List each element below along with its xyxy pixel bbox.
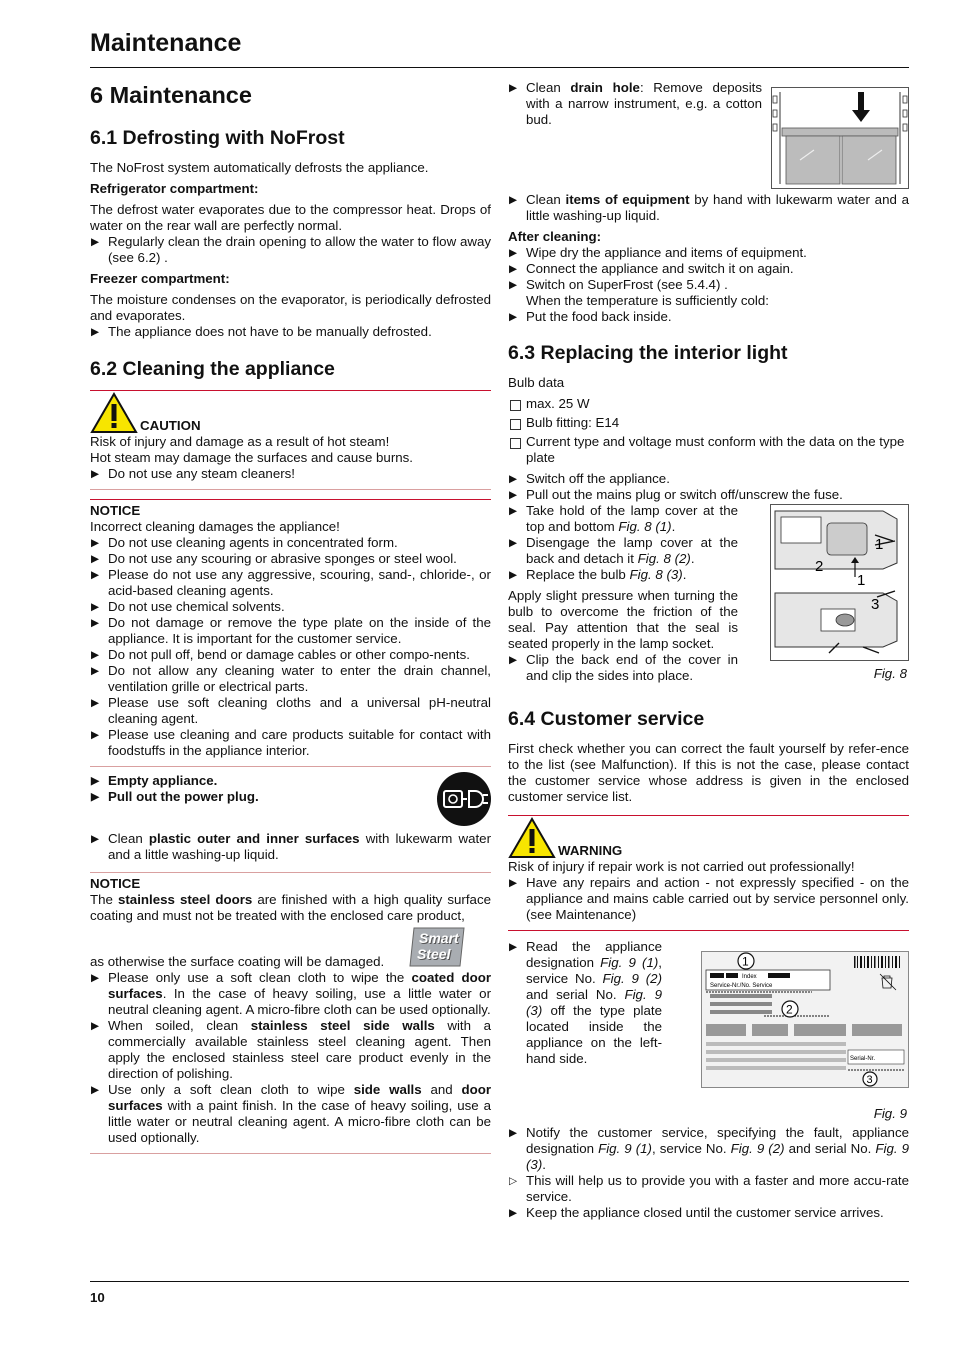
notice-bullet: ▶ Please use cleaning and care products suitable for contact with foodstuffs in the appliance interior. bbox=[90, 727, 491, 759]
b3-post: with a paint finish. In the case of heavy soiling, use a little water or neutral cleaning agent. A micro-fibre cloth can be used optionally. bbox=[108, 1098, 491, 1145]
result-note: ▷ This will help us to provide you with a faster and more accu-rate service. bbox=[508, 1173, 909, 1205]
switch-off-step: ▶ Switch off the appliance. bbox=[508, 471, 909, 487]
notice2-bottom-rule bbox=[90, 1153, 491, 1154]
fig8-caption: Fig. 8 bbox=[873, 666, 907, 681]
fig9-label: 2 bbox=[786, 1002, 793, 1017]
bulb-spec: Bulb fitting: E14 bbox=[508, 415, 909, 431]
fig8-label: 2 bbox=[815, 558, 824, 575]
disengage-step: ▶ Disengage the lamp cover at the back and detach it Fig. 8 (2). bbox=[508, 535, 738, 567]
clean-post: with lukewarm water and a little washing-up liquid. bbox=[108, 831, 492, 862]
warning-triangle-icon bbox=[90, 392, 138, 434]
section-6-2-title: 6.2 Cleaning the appliance bbox=[90, 358, 335, 380]
b1-post: . In the case of heavy soiling, use a little water or neutral cleaning agent. A micro-fibre cloth can be used optionally. bbox=[108, 986, 491, 1017]
read-designation-step bbox=[508, 939, 662, 1067]
fig9-label: 3 bbox=[866, 1074, 873, 1086]
read-d: off the type plate located inside the appliance on the left-hand side. bbox=[526, 1003, 662, 1066]
drain-post: : Remove deposits with a narrow instrument, e.g. a cotton bud. bbox=[526, 80, 763, 127]
footer-rule bbox=[90, 1281, 909, 1282]
coated-door-step bbox=[90, 970, 491, 1018]
clip-cover-step: ▶ Clip the back end of the cover in and clip the sides into place. bbox=[508, 652, 738, 684]
fig8-label: 1 bbox=[875, 536, 884, 553]
read-b: , service No. bbox=[526, 955, 662, 986]
clean-pre: Clean bbox=[108, 831, 149, 846]
page-number: 10 bbox=[90, 1290, 105, 1305]
caution-bullet: ▶ Do not use any steam cleaners! bbox=[90, 466, 491, 482]
smart-steel-logo bbox=[408, 926, 466, 968]
notice-bullet: ▶ Do not allow any cleaning water to enter the drain channel, ventilation grille or electrical parts. bbox=[90, 663, 491, 695]
items-bold: items of equipment bbox=[565, 192, 690, 207]
notify-d: . bbox=[542, 1157, 546, 1172]
keep-closed-step: ▶ Keep the appliance closed until the customer service arrives. bbox=[508, 1205, 909, 1221]
caution-bottom-rule bbox=[90, 489, 491, 490]
section-6-4-title: 6.4 Customer service bbox=[508, 708, 705, 730]
notice-bottom-rule bbox=[90, 766, 491, 767]
type-plate-figure bbox=[701, 951, 909, 1088]
running-header: Maintenance bbox=[90, 29, 242, 57]
b3-mid: and bbox=[421, 1082, 462, 1097]
b2-bold: stainless steel side walls bbox=[250, 1018, 435, 1033]
warning-bottom-rule bbox=[508, 930, 909, 931]
fridge-text: The defrost water evaporates due to the compressor heat. Drops of water on the rear wall are perfectly normal. bbox=[90, 202, 491, 233]
lamp-steps bbox=[508, 503, 738, 684]
plate-service: Service-Nr./No. Service bbox=[710, 983, 773, 989]
bulb-spec: Current type and voltage must conform with the data on the type plate bbox=[508, 434, 909, 466]
plate-index: Index bbox=[742, 974, 757, 980]
section-6-3-title: 6.3 Replacing the interior light bbox=[508, 342, 788, 364]
chapter-title: 6 Maintenance bbox=[90, 82, 252, 108]
notify-b: , service No. bbox=[651, 1141, 731, 1156]
after-step: ▶ Put the food back inside. bbox=[508, 309, 909, 325]
notice2-pre: The bbox=[90, 892, 118, 907]
notice-bullet: ▶ Do not use chemical solvents. bbox=[90, 599, 491, 615]
notice-bullet: ▶ Please do not use any aggressive, scouring, sand-, chloride-, or acid-based cleaning agents. bbox=[90, 567, 491, 599]
smart-steel-row bbox=[90, 924, 491, 970]
type-plate-illustration bbox=[702, 952, 908, 1087]
caution-heading bbox=[90, 392, 491, 434]
notify-r1: Fig. 9 (1) bbox=[598, 1141, 652, 1156]
items-post: by hand with lukewarm water and a little washing-up liquid. bbox=[526, 192, 910, 223]
lamp-illustration bbox=[771, 505, 908, 660]
nofrost-intro: The NoFrost system automatically defrosts the appliance. bbox=[90, 160, 429, 175]
plate-serial: Serial-Nr. bbox=[850, 1056, 876, 1062]
after-step: ▶ Connect the appliance and switch it on again. bbox=[508, 261, 909, 277]
notify-r3: Fig. 9 (3) bbox=[526, 1141, 909, 1172]
after-cleaning-label: After cleaning: bbox=[508, 229, 602, 244]
drain-hole-illustration bbox=[772, 88, 908, 188]
notice2-post: are finished with a high quality surface coating and must not be treated with the enclosed care product, bbox=[90, 892, 491, 923]
caution-top-rule bbox=[90, 390, 491, 391]
pull-plug-step: ▶ Pull out the mains plug or switch off/unscrew the fuse. bbox=[508, 487, 909, 503]
section-6-1-title: 6.1 Defrosting with NoFrost bbox=[90, 127, 345, 149]
notify-c: and serial No. bbox=[784, 1141, 876, 1156]
b3-pre: Use only a soft clean cloth to wipe bbox=[108, 1082, 354, 1097]
unplug-block bbox=[90, 773, 491, 831]
fig9-label: 1 bbox=[742, 954, 749, 969]
customer-service-intro: First check whether you can correct the fault yourself by refer-ence to the list (see Malfunction). If this is not the case, please contact the customer service whose address is given in the enclosed customer service list. bbox=[508, 741, 909, 804]
notice2-bold: stainless steel doors bbox=[117, 892, 253, 907]
take-pre: Take hold of the lamp cover at the top and bottom bbox=[526, 503, 738, 534]
bulb-spec: max. 25 W bbox=[508, 396, 909, 412]
pressure-text: Apply slight pressure when turning the bulb to overcome the friction of the seal. Pay attention that the seal is seated properly in the lamp socket. bbox=[508, 588, 738, 651]
b3-bold-1: side walls bbox=[353, 1082, 422, 1097]
read-r3: Fig. 9 (3) bbox=[526, 987, 662, 1018]
notice2-top-rule bbox=[90, 872, 491, 873]
caution-label: CAUTION bbox=[140, 418, 201, 433]
notice-top-rule bbox=[90, 499, 491, 500]
smart-steel-text-1: Smart bbox=[419, 930, 459, 946]
b1-pre: Please only use a soft clean cloth to wipe the bbox=[108, 970, 412, 985]
notice-label: NOTICE bbox=[90, 503, 141, 518]
after-note: When the temperature is sufficiently cold: bbox=[526, 293, 769, 308]
items-pre: Clean bbox=[526, 192, 566, 207]
header-rule bbox=[90, 67, 909, 68]
after-step: ▶ Switch on SuperFrost (see 5.4.4) . bbox=[508, 277, 909, 293]
notify-r2: Fig. 9 (2) bbox=[730, 1141, 785, 1156]
take-ref: Fig. 8 (1) bbox=[618, 519, 672, 534]
read-r1: Fig. 9 (1) bbox=[600, 955, 659, 970]
side-walls-step bbox=[90, 1018, 491, 1082]
b2-post: with a commercially available stainless steel cleaning agent. Then apply the enclosed stainless steel care product evenly in the direction of polishing. bbox=[108, 1018, 491, 1081]
notice-bullet: ▶ Do not damage or remove the type plate on the inside of the appliance. It is important for the customer service. bbox=[90, 615, 491, 647]
fig9-caption: Fig. 9 bbox=[873, 1106, 907, 1121]
fig8-label: 1 bbox=[857, 572, 866, 589]
warning-triangle-icon bbox=[508, 817, 556, 859]
dis-pre: Disengage the lamp cover at the back and detach it bbox=[526, 535, 738, 566]
warning-line-1: Risk of injury if repair work is not carried out professionally! bbox=[508, 859, 855, 874]
warning-label: WARNING bbox=[558, 843, 623, 858]
clean-bold: plastic outer and inner surfaces bbox=[148, 831, 360, 846]
warning-heading bbox=[508, 817, 909, 859]
drain-hole-block bbox=[508, 80, 909, 190]
caution-line-2: Hot steam may damage the surfaces and cause burns. bbox=[90, 450, 413, 465]
rep-ref: Fig. 8 (3) bbox=[629, 567, 683, 582]
notice2-label: NOTICE bbox=[90, 876, 141, 891]
drain-hole-step bbox=[508, 80, 762, 128]
type-plate-block bbox=[508, 939, 909, 1125]
bulb-data-label: Bulb data bbox=[508, 375, 565, 390]
after-step: ▶ Wipe dry the appliance and items of equipment. bbox=[508, 245, 909, 261]
read-a: Read the appliance designation bbox=[526, 939, 662, 970]
painted-surfaces-step bbox=[90, 1082, 491, 1146]
fridge-bullet: ▶ Regularly clean the drain opening to allow the water to flow away (see 6.2) . bbox=[90, 234, 491, 266]
b2-pre: When soiled, clean bbox=[108, 1018, 251, 1033]
b1-bold: coated door surfaces bbox=[108, 970, 492, 1001]
left-column bbox=[90, 78, 491, 1154]
notice-bullet-list bbox=[90, 535, 491, 759]
caution-line-1: Risk of injury and damage as a result of hot steam! bbox=[90, 434, 390, 449]
unplug-icon bbox=[436, 771, 492, 827]
replace-bulb-step: ▶ Replace the bulb Fig. 8 (3). bbox=[508, 567, 738, 583]
notice-intro: Incorrect cleaning damages the appliance! bbox=[90, 519, 340, 534]
clean-equipment-step bbox=[508, 192, 909, 224]
drain-bold: drain hole bbox=[570, 80, 640, 95]
clean-surfaces-step bbox=[90, 831, 491, 863]
notify-step bbox=[508, 1125, 909, 1173]
pull-plug-step: ▶ Pull out the power plug. bbox=[90, 789, 491, 805]
take-cover-step: ▶ Take hold of the lamp cover at the top and bottom Fig. 8 (1). bbox=[508, 503, 738, 535]
read-r2: Fig. 9 (2) bbox=[602, 971, 662, 986]
empty-appliance-step: ▶ Empty appliance. bbox=[90, 773, 491, 789]
rep-pre: Replace the bulb bbox=[526, 567, 630, 582]
warning-bullet: ▶ Have any repairs and action - not expressly specified - on the appliance and mains cable carried out by service personnel only. (see Maintenance) bbox=[508, 875, 909, 923]
drain-hole-figure bbox=[771, 87, 909, 189]
notify-a: Notify the customer service, specifying the fault, appliance designation bbox=[526, 1125, 909, 1156]
right-column bbox=[508, 78, 909, 1221]
freezer-bullet: ▶ The appliance does not have to be manually defrosted. bbox=[90, 324, 491, 340]
drain-pre: Clean bbox=[526, 80, 571, 95]
warning-top-rule bbox=[508, 815, 909, 816]
dis-ref: Fig. 8 (2) bbox=[637, 551, 691, 566]
notice2-tail: as otherwise the surface coating will be damaged. bbox=[90, 954, 385, 969]
notice-bullet: ▶ Do not pull off, bend or damage cables or other compo-nents. bbox=[90, 647, 491, 663]
lamp-block bbox=[508, 503, 909, 698]
fig8-label: 3 bbox=[871, 596, 880, 613]
lamp-figure bbox=[770, 504, 909, 661]
fridge-label: Refrigerator compartment: bbox=[90, 181, 259, 196]
notice2-text bbox=[90, 892, 491, 924]
notice-bullet: ▶ Do not use cleaning agents in concentrated form. bbox=[90, 535, 491, 551]
smart-steel-text-2: Steel bbox=[417, 946, 451, 962]
notice-bullet: ▶ Please use soft cleaning cloths and a universal pH-neutral cleaning agent. bbox=[90, 695, 491, 727]
read-c: and serial No. bbox=[526, 987, 625, 1002]
freezer-text: The moisture condenses on the evaporator, is periodically defrosted and evaporates. bbox=[90, 292, 491, 323]
notice-bullet: ▶ Do not use any scouring or abrasive sponges or steel wool. bbox=[90, 551, 491, 567]
b3-bold-2: door surfaces bbox=[108, 1082, 492, 1113]
freezer-label: Freezer compartment: bbox=[90, 271, 230, 286]
